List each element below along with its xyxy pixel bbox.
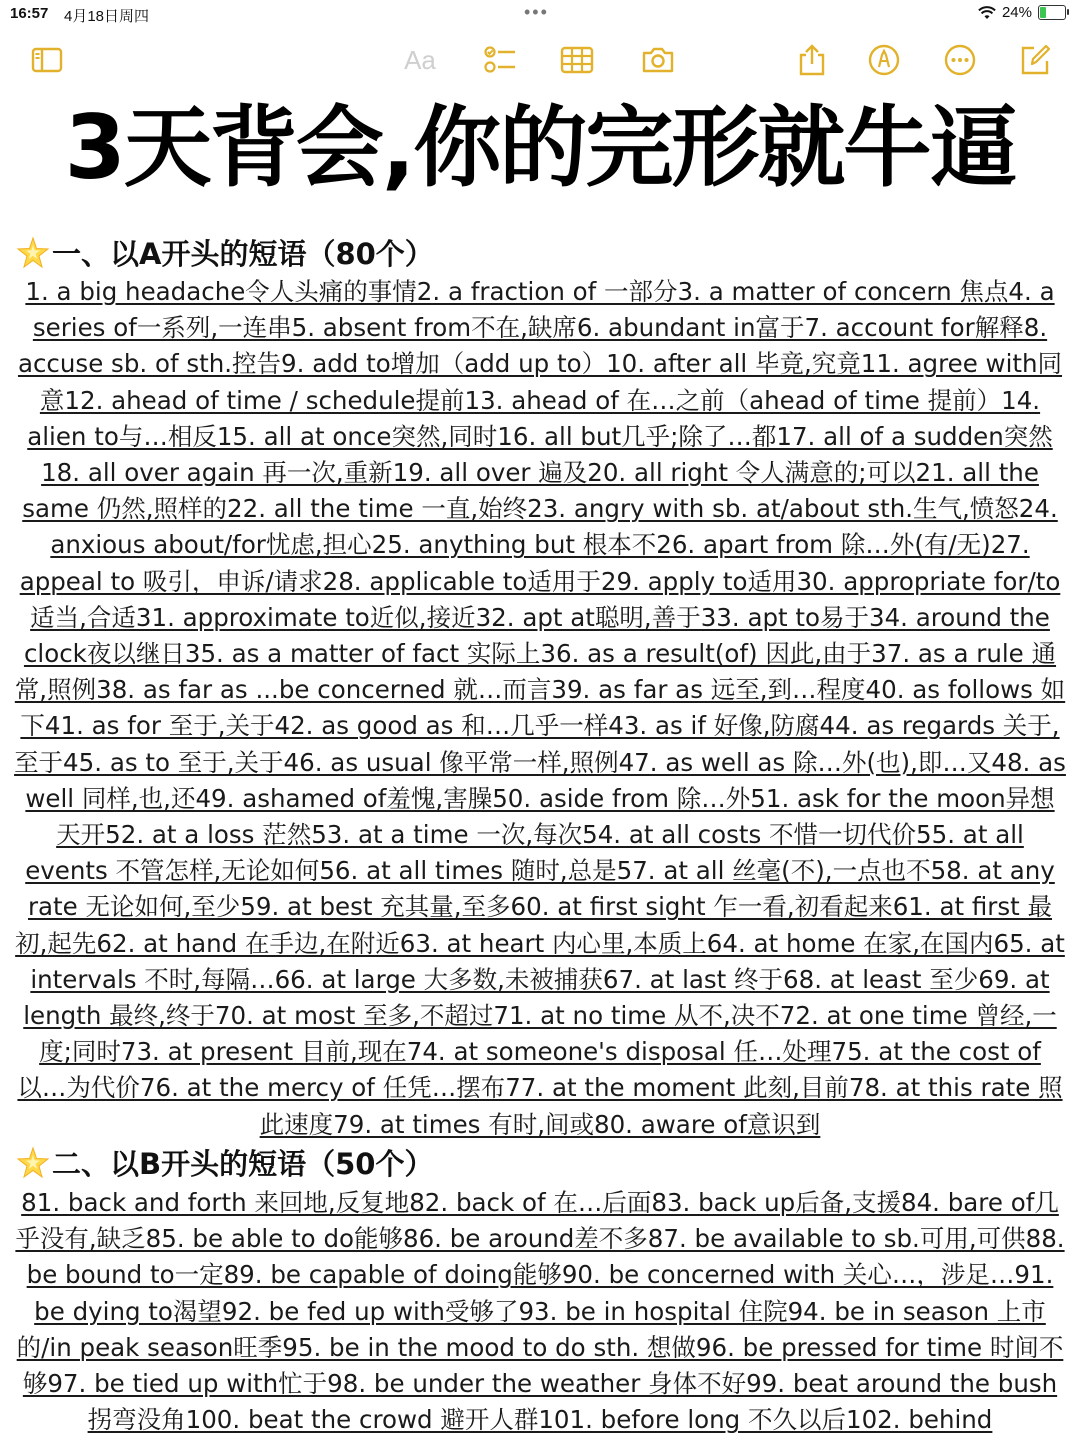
sidebar-icon xyxy=(30,43,64,77)
table-button[interactable] xyxy=(557,40,597,80)
phrase-list-text: 1. a big headache令人头痛的事情2. a fraction of 一部分3. a matter of concern 焦点4. a series of一系列,一连串5. absent from不在,缺席6. abundant in富于7. account for解释8. accuse sb. of sth.控告9. add to增加（add up to）10. after all 毕竟,究竟11. agree with同意12. ahead of time / schedule提前13. ahead of 在…之前（ahead of time 提前）14. alien to与…相反15. all at once突然,同时16. all but几乎;除了…都17. all of a sudden突然18. all over again 再一次,重新19. all over 遍及20. all right 令人满意的;可以21. all the same 仍然,照样的22. all the time 一直,始终23. angry with sb. at/about sth.生气,愤怒24. anxious about/for忧虑,担心25. anything but 根本不26. apart from 除…外(有/无)27. appeal to 吸引，申诉/请求28. applicable to适用于29. apply to适用30. appropriate for/to适当,合适31. approximate to近似,接近32. apt at聪明,善于33. apt to易于34. around the clock夜以继日35. as a matter of fact 实际上36. as a result(of) 因此,由于37. as a rule 通常,照例38. as far as ...be concerned 就…而言39. as far as 远至,到…程度40. as follows 如下41. as for 至于,关于42. as good as 和…几乎一样43. as if 好像,防腐44. as regards 关于,至于45. as to 至于,关于46. as usual 像平常一样,照例47. as well as 除…外(也),即…又48. as well 同样,也,还49. ashamed of羞愧,害臊50. aside from 除…外51. ask for the moon异想天开52. at a loss 茫然53. at a time 一次,每次54. at all costs 不惜一切代价55. at all events 不管怎样,无论如何56. at all times 随时,总是57. at all 丝毫(不),一点也不58. at any rate 无论如何,至少59. at best 充其量,至多60. at first sight 乍一看,初看起来61. at first 最初,起先62. at hand 在手边,在附近63. at heart 内心里,本质上64. at home 在家,在国内65. at intervals 不时,每隔…66. at large 大多数,未被捕获67. at last 终于68. at least 至少69. at length 最终,终于70. at most 至多,不超过71. at no time 从不,决不72. at one time 曾经,一度;同时73. at present 目前,现在74. at someone's disposal 任…处理75. at the cost of 以…为代价76. at the mercy of 任凭…摆布77. at the moment 此刻,目前78. at this rate 照此速度79. at times 有时,间或80. aware of意识到 xyxy=(14,277,1066,1139)
format-button[interactable]: Aa xyxy=(404,44,436,75)
section-body-a xyxy=(14,274,1066,1143)
battery-fill xyxy=(1040,7,1046,18)
multitasking-dots-icon[interactable]: ••• xyxy=(524,2,549,22)
share-icon xyxy=(795,43,829,77)
wifi-icon xyxy=(978,6,996,20)
checklist-icon xyxy=(483,43,517,77)
sidebar-toggle-button[interactable] xyxy=(27,40,67,80)
notes-toolbar xyxy=(0,40,1080,84)
battery-percent: 24% xyxy=(1001,4,1032,21)
camera-button[interactable] xyxy=(638,40,678,80)
compose-icon xyxy=(1018,43,1052,77)
more-button[interactable] xyxy=(940,40,980,80)
section-body-b xyxy=(14,1185,1066,1437)
share-button[interactable] xyxy=(792,40,832,80)
markup-button[interactable] xyxy=(864,40,904,80)
section-heading-text: 二、以B开头的短语（50个） xyxy=(52,1147,434,1181)
battery-icon xyxy=(1038,5,1066,20)
section-heading-a xyxy=(16,232,434,273)
note-title: 3天背会,你的完形就牛逼 xyxy=(64,96,1016,199)
status-date: 4月18日周四 xyxy=(64,8,150,25)
sparkle-star-icon xyxy=(16,236,50,270)
checklist-button[interactable] xyxy=(480,40,520,80)
more-icon xyxy=(943,43,977,77)
status-time: 16:57 xyxy=(10,5,49,22)
section-heading-text: 一、以A开头的短语（80个） xyxy=(52,237,434,271)
markup-pen-icon xyxy=(867,43,901,77)
phrase-list-text: 81. back and forth 来回地,反复地82. back of 在…后面83. back up后备,支援84. bare of几乎没有,缺乏85. be able to do能够86. be around差不多87. be available to sb.可用,可供88. be bound to一定89. be capable of doing能够90. be concerned with 关心…，涉足…91. be dying to渴望92. be fed up with受够了93. be in hospital 住院94. be in season 上市的/in peak season旺季95. be in the mood to do sth. 想做96. be pressed for time 时间不够97. be tied up with忙于98. be under the weather 身体不好99. beat around the bush 拐弯没角100. beat the crowd 避开人群101. before long 不久以后102. behind xyxy=(15,1188,1065,1435)
sparkle-star-icon xyxy=(16,1146,50,1180)
status-right xyxy=(978,4,1066,21)
table-icon xyxy=(560,43,594,77)
section-heading-b xyxy=(16,1142,433,1183)
compose-button[interactable] xyxy=(1015,40,1055,80)
status-bar xyxy=(0,0,1080,28)
camera-icon xyxy=(641,43,675,77)
